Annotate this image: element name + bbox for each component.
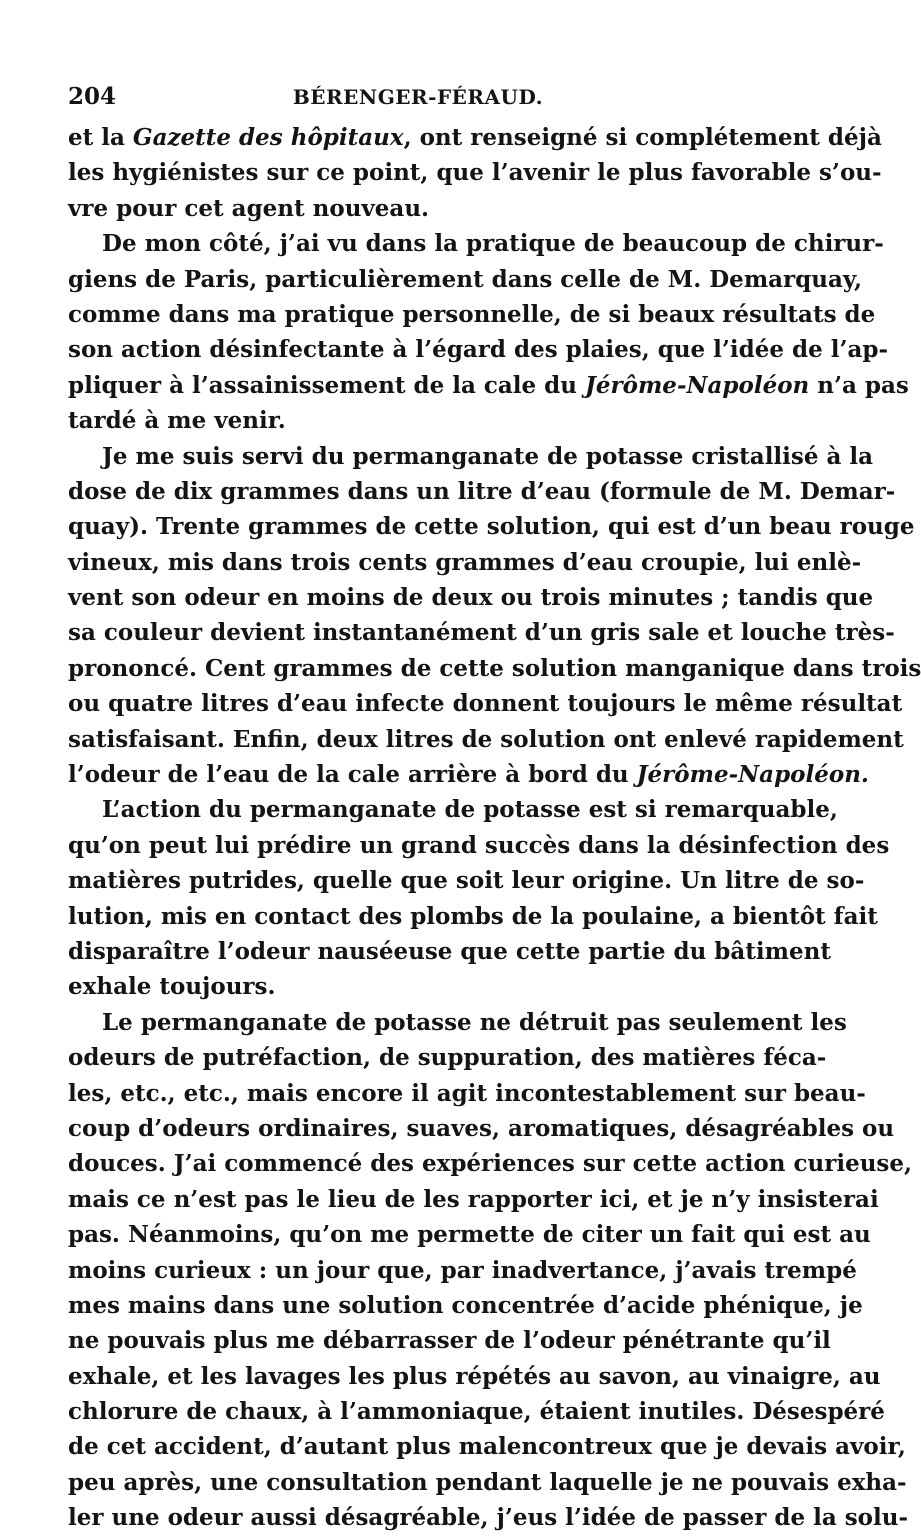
text-segment: exhale, et les lavages les plus répétés au savon, au vinaigre, au [68,1362,881,1390]
text-line [68,899,878,934]
text-line [68,1217,871,1252]
text-line [68,439,874,474]
text-line [68,1394,885,1429]
text-line [68,651,921,686]
text-segment: lution, mis en contact des plombs de la poulaine, a bientôt fait [68,902,878,930]
text-segment: ne pouvais plus me débarrasser de l’odeur pénétrante qu’il [68,1327,831,1355]
text-segment: l’odeur de l’eau de la cale arrière à bord du [68,761,637,789]
text-segment: satisfaisant. Enfin, deux litres de solution ont enlevé rapidement [68,725,904,753]
text-line [68,509,915,544]
text-segment: comme dans ma pratique personnelle, de si beaux résultats de [68,300,876,328]
text-segment: de cet accident, d’autant plus malencontreux que je devais avoir, [68,1433,906,1461]
text-line [68,545,862,580]
text-segment: , ont renseigné si complétement déjà [403,124,882,151]
text-segment: L’action du permanganate de potasse est si remarquable, [102,796,838,824]
text-line [68,615,895,650]
text-line [68,1429,906,1464]
text-segment: qu’on peut lui prédire un grand succès dans la désinfection des [68,831,890,859]
text-line [68,1076,866,1111]
italic-text: Jérôme-Napoléon [585,371,810,399]
text-segment: moins curieux : un jour que, par inadvertance, j’avais trempé [68,1256,857,1284]
text-segment: les, etc., etc., mais encore il agit incontestablement sur beau- [68,1079,866,1107]
text-segment: vre pour cet agent nouveau. [68,194,430,222]
body-text [68,120,921,1536]
text-line [68,120,882,155]
text-line [68,403,768,438]
text-segment: Le permanganate de potasse ne détruit pas seulement les [102,1008,847,1036]
text-line [68,1253,857,1288]
text-line [68,368,909,403]
text-segment: son action désinfectante à l’égard des plaies, que l’idée de l’ap- [68,336,889,364]
text-segment: douces. J’ai commencé des expériences sur cette action curieuse, [68,1150,913,1178]
text-line [68,474,896,509]
text-line [68,580,874,615]
text-line [68,792,838,827]
text-segment: vineux, mis dans trois cents grammes d’eau croupie, lui enlè- [68,548,862,576]
text-line [68,1288,863,1323]
page-header [68,80,768,114]
text-segment: peu après, une consultation pendant laquelle je ne pouvais exha- [68,1468,907,1496]
text-segment: les hygiénistes sur ce point, que l’avenir le plus favorable s’ou- [68,159,882,187]
text-segment: vent son odeur en moins de deux ou trois minutes ; tandis que [68,584,874,612]
text-segment: disparaître l’odeur nauséeuse que cette partie du bâtiment [68,937,831,965]
text-line [68,262,863,297]
text-line [68,828,890,863]
text-segment: mes mains dans une solution concentrée d’acide phénique, je [68,1291,863,1319]
text-segment: quay). Trente grammes de cette solution, qui est d’un beau rouge [68,513,915,541]
text-segment: et la [68,124,133,151]
text-segment: odeurs de putréfaction, de suppuration, des matières féca- [68,1044,827,1072]
text-line [68,1359,881,1394]
text-segment: tardé à me venir. [68,407,286,435]
text-line [68,969,768,1004]
text-segment: ou quatre litres d’eau infecte donnent toujours le même résultat [68,690,903,718]
text-segment: pliquer à l’assainissement de la cale du [68,371,585,399]
text-line [68,297,876,332]
text-line [68,1146,913,1181]
text-line [68,686,903,721]
text-line [68,934,831,969]
text-segment: mais ce n’est pas le lieu de les rapporter ici, et je n’y insisterai [68,1185,879,1213]
text-segment: pas. Néanmoins, qu’on me permette de citer un fait qui est au [68,1221,871,1249]
text-segment: prononcé. Cent grammes de cette solution manganique dans trois [68,654,921,682]
running-head: BÉRENGER-FÉRAUD. [292,85,544,109]
text-segment: coup d’odeurs ordinaires, suaves, aromatiques, désagréables ou [68,1114,895,1142]
text-segment: De mon côté, j’ai vu dans la pratique de beaucoup de chirur- [102,230,884,258]
text-segment: giens de Paris, particulièrement dans celle de M. Demarquay, [68,265,863,293]
text-line [68,1182,879,1217]
text-line [68,1005,847,1040]
italic-text: Gazette des hôpitaux [132,124,404,151]
text-line [68,1500,909,1535]
text-line [68,863,865,898]
text-line [68,191,768,226]
text-segment: dose de dix grammes dans un litre d’eau (formule de M. Demar- [68,477,896,505]
text-segment: n’a pas [809,371,909,399]
text-line [68,1465,907,1500]
text-line [68,155,882,190]
text-segment: Je me suis servi du permanganate de potasse cristallisé à la [102,442,874,470]
text-line [68,332,889,367]
text-segment: ler une odeur aussi désagréable, j’eus l’idée de passer de la solu- [68,1504,909,1532]
text-line [68,1111,895,1146]
text-line [68,722,904,757]
text-segment: exhale toujours. [68,973,276,1001]
text-line [68,226,884,261]
italic-text: Jérôme-Napoléon. [636,761,869,789]
text-segment: matières putrides, quelle que soit leur origine. Un litre de so- [68,867,865,895]
text-line [68,757,869,792]
text-line [68,1040,827,1075]
text-line [68,1323,831,1358]
text-segment: chlorure de chaux, à l’ammoniaque, étaient inutiles. Désespéré [68,1398,885,1426]
page-number: 204 [68,83,117,110]
text-segment: sa couleur devient instantanément d’un gris sale et louche très- [68,619,895,647]
